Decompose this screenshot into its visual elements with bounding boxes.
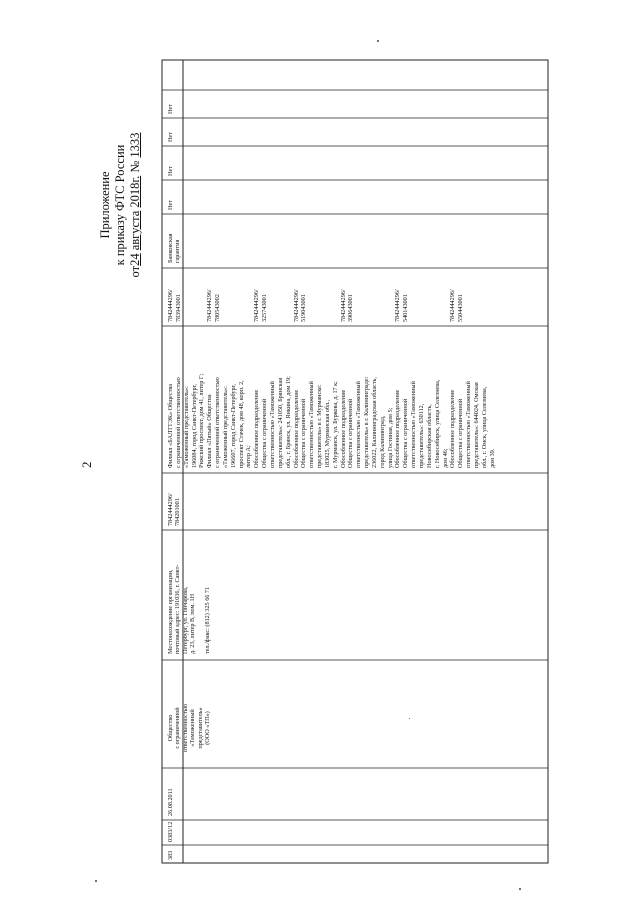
branch-line: представитель»: 630112, bbox=[418, 403, 425, 468]
cell-flag-4: Нет bbox=[167, 104, 174, 114]
branch-line: Общества с ограниченной bbox=[457, 398, 465, 468]
branch-line: улица Гостиная, дом 5; bbox=[386, 407, 394, 468]
scan-speck bbox=[519, 888, 521, 890]
branch-line: представитель» в г. Калининграде: bbox=[363, 376, 371, 468]
branch-line: «Таможенный представитель»: bbox=[182, 386, 190, 468]
branch-line: 196084, город Санкт-Петербург, bbox=[190, 384, 198, 468]
cell-branches bbox=[167, 374, 496, 468]
cell-flag-3: Нет bbox=[167, 132, 174, 142]
branch-line: ответственностью «Таможенный bbox=[410, 381, 418, 468]
branch-line: «Таможенный представитель»: bbox=[221, 386, 229, 468]
branch-line: обл., г. Омск, улица Селезнева, bbox=[480, 386, 488, 468]
branch-line: с ограниченной ответственностью bbox=[214, 377, 222, 468]
branch-line: Филиал «БАЛТТЭК» Общества bbox=[167, 384, 174, 468]
branch-line: представитель» в г. Мурманске: bbox=[316, 384, 324, 468]
branch-line: обл., г. Брянск, ул. Янкина, дом 19; bbox=[284, 376, 292, 468]
branch-line: г. Новосибирск, улица Селезнева, bbox=[433, 379, 441, 468]
cell-organization-name: Общество с ограниченной ответственностью «Таможенный представитель» (ООО «ТП») bbox=[167, 704, 212, 752]
branch-line: дом 46; bbox=[441, 448, 449, 468]
branch-line: Обособленное подразделение bbox=[394, 389, 402, 468]
cell-guarantee-type: Банковская гарантия bbox=[167, 233, 182, 263]
branch-line: 236022, Калининградская область, bbox=[370, 377, 378, 468]
appendix-title: Приложение bbox=[98, 171, 112, 239]
branch-line: Общества с ограниченной bbox=[347, 398, 355, 468]
cell-registration-number: 0383/12 bbox=[167, 821, 174, 842]
branch-line: проспект Стачек, дом 48, корп. 2, bbox=[237, 380, 245, 468]
branch-line: 183025, Мурманская обл., bbox=[323, 399, 331, 468]
order-month: августа bbox=[128, 210, 142, 251]
branch-line: Общества с ограниченной bbox=[300, 398, 308, 468]
branch-line: Обособленное подразделение bbox=[253, 389, 261, 468]
branch-line: Общества с ограниченной bbox=[261, 398, 269, 468]
branch-line: г. Мурманск, ул. Буркова, д. 17 к; bbox=[331, 381, 339, 468]
cell-registration-date: 26.08.2011 bbox=[167, 788, 174, 816]
branch-line: с ограниченной ответственностью bbox=[174, 377, 182, 468]
branch-line: ответственностью «Таможенный bbox=[355, 381, 363, 468]
order-day: 24 bbox=[128, 253, 142, 266]
branch-line: Общества с ограниченной bbox=[402, 398, 410, 468]
cell-branch-codes: 7842444296/ 783943001 7842444296/ 780543002 7842444296/ 325743001 7842444296/ 519043001 7842444296/ 390643001 7842444296/ 540143001 7842444296/ 550443001 bbox=[167, 289, 465, 322]
order-number: 1333 bbox=[128, 132, 142, 158]
branch-line: город Калининград, bbox=[378, 415, 386, 468]
branch-line: представитель»: 644024, Омская bbox=[472, 382, 480, 468]
order-number-sign: № bbox=[128, 160, 142, 173]
cell-organization-address: Местонахождение организации, почтовый адрес: 191036, г. Санкт- Петербург, ул. Гончарова, д. 23, литер В, пом. 1Н тел./факс: (812) 325 66 71 bbox=[167, 564, 212, 654]
branch-line: 196607, город Санкт-Петербург, bbox=[229, 384, 237, 468]
cell-inn-kpp: 7842444296/ 784201001 bbox=[167, 493, 182, 526]
branch-line: Филиал «Пятый» Общества bbox=[206, 394, 214, 468]
scan-speck bbox=[377, 40, 379, 42]
branch-line: литер А; bbox=[245, 445, 253, 468]
branch-line: дом 39. bbox=[488, 448, 496, 468]
cell-flag-2: Нет bbox=[167, 166, 174, 176]
order-prefix: от bbox=[128, 265, 142, 278]
scan-speck bbox=[409, 718, 410, 719]
branch-line: Рижский проспект, дом 41, литер Г; bbox=[198, 373, 206, 468]
branch-line: Обособленное подразделение bbox=[292, 389, 300, 468]
branch-line: ответственностью «Таможенный bbox=[308, 381, 316, 468]
branch-line: представитель»: 241050, Брянская bbox=[276, 377, 284, 468]
appendix-order-ref: к приказу ФТС России bbox=[113, 144, 127, 266]
branch-line: ответственностью «Таможенный bbox=[268, 381, 276, 468]
cell-flag-1: Нет bbox=[167, 200, 174, 210]
cell-row-number: 383 bbox=[167, 850, 174, 860]
branch-line: Обособленное подразделение bbox=[449, 389, 457, 468]
branch-line: ответственностью «Таможенный bbox=[465, 381, 473, 468]
order-year: 2018г. bbox=[128, 175, 142, 208]
scan-speck bbox=[95, 880, 97, 882]
branch-line: Новосибирская область, bbox=[425, 404, 433, 468]
branch-line: Обособленное подразделение bbox=[339, 389, 347, 468]
page-number: 2 bbox=[79, 461, 94, 468]
